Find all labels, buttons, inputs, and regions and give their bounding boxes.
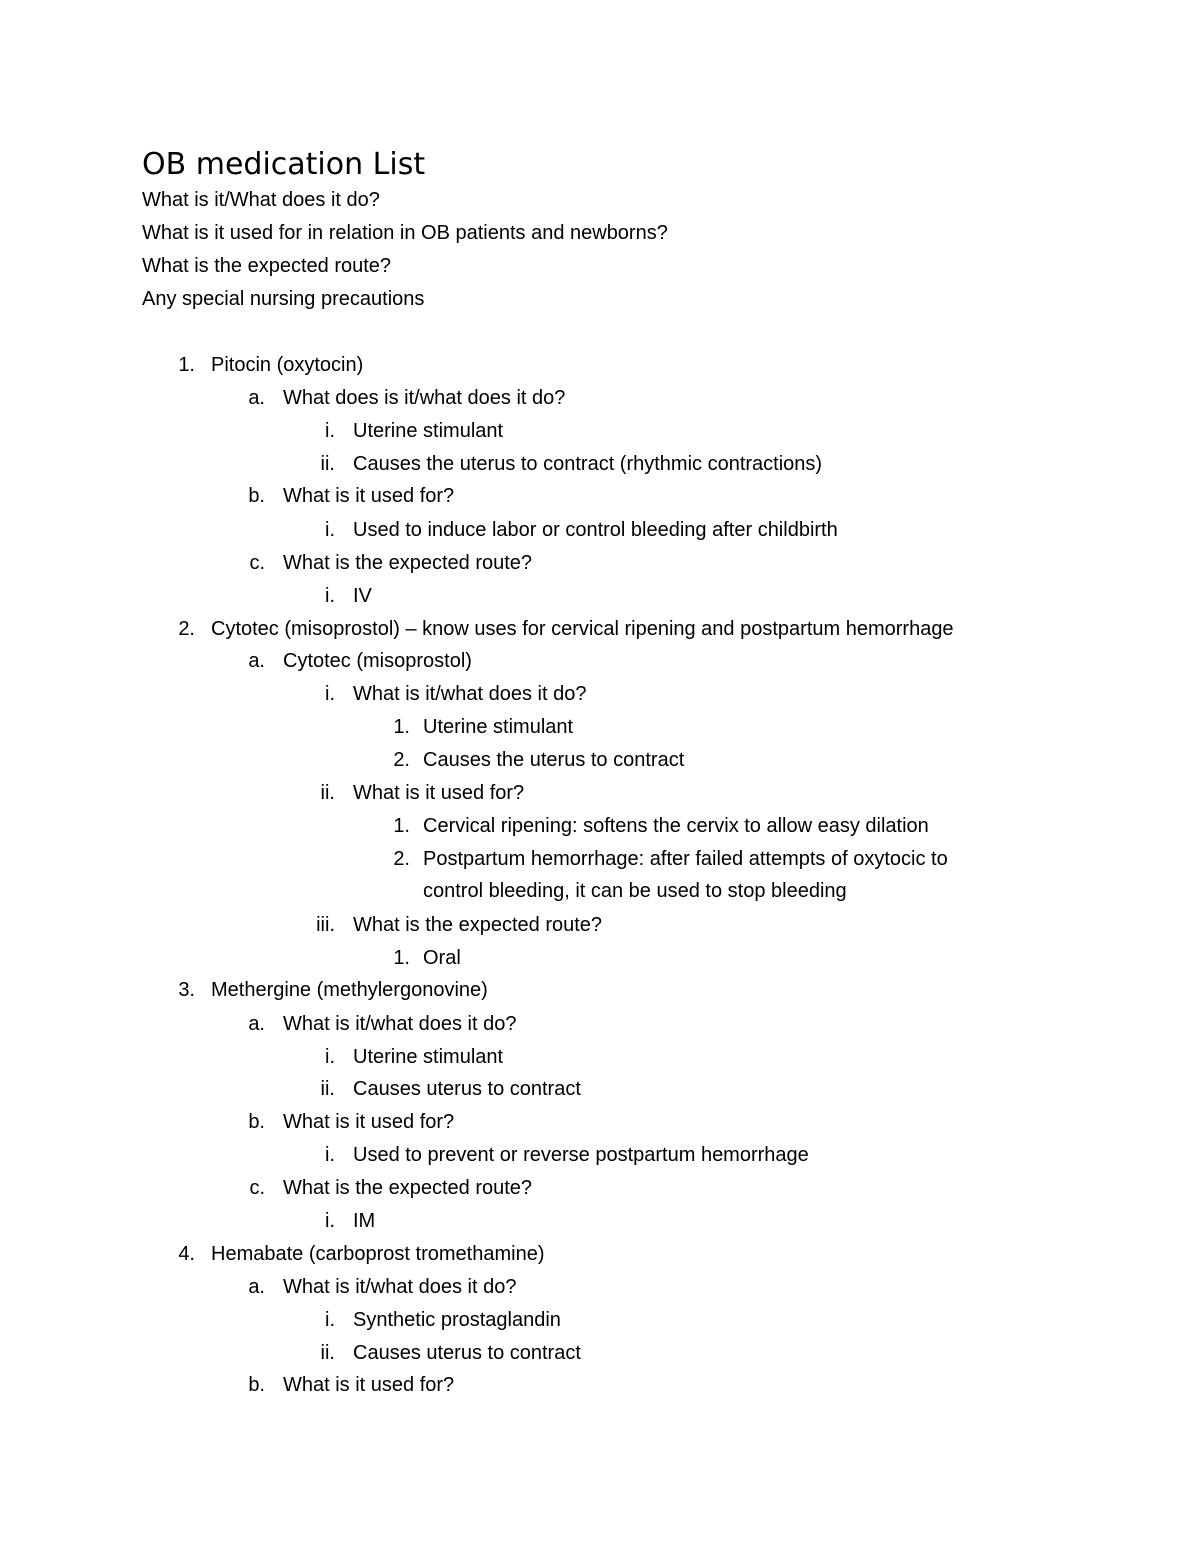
list-item: What is it/what does it do? bbox=[353, 683, 587, 705]
list-marker: 2. bbox=[393, 848, 410, 870]
page-title: OB medication List bbox=[142, 147, 426, 182]
medication-heading: Methergine (methylergonovine) bbox=[211, 979, 488, 1001]
list-marker: a. bbox=[248, 650, 265, 672]
list-item: What is it used for? bbox=[283, 1374, 455, 1396]
list-marker: b. bbox=[248, 1374, 265, 1396]
list-item: What is it used for? bbox=[283, 485, 455, 507]
list-item: What does is it/what does it do? bbox=[283, 387, 566, 409]
list-marker: i. bbox=[325, 585, 335, 607]
intro-line-2: What is it used for in relation in OB patients and newborns? bbox=[142, 222, 668, 244]
list-item: Uterine stimulant bbox=[423, 716, 574, 738]
intro-line-4: Any special nursing precautions bbox=[142, 288, 425, 310]
list-item: IV bbox=[353, 585, 372, 607]
list-marker: i. bbox=[325, 420, 335, 442]
list-marker: 4. bbox=[178, 1243, 195, 1265]
list-item: What is the expected route? bbox=[283, 1177, 533, 1199]
list-item: Uterine stimulant bbox=[353, 420, 504, 442]
list-item-continuation: control bleeding, it can be used to stop bleeding bbox=[423, 880, 847, 902]
list-item: Oral bbox=[423, 947, 461, 969]
list-marker: b. bbox=[248, 1111, 265, 1133]
list-item: Used to induce labor or control bleeding after childbirth bbox=[353, 519, 838, 541]
list-marker: ii. bbox=[320, 782, 335, 804]
intro-line-1: What is it/What does it do? bbox=[142, 189, 380, 211]
medication-heading: Hemabate (carboprost tromethamine) bbox=[211, 1243, 545, 1265]
intro-line-3: What is the expected route? bbox=[142, 255, 392, 277]
list-item: IM bbox=[353, 1210, 376, 1232]
list-item: Postpartum hemorrhage: after failed attempts of oxytocic to bbox=[423, 848, 948, 870]
list-marker: ii. bbox=[320, 1342, 335, 1364]
list-marker: b. bbox=[248, 485, 265, 507]
list-marker: i. bbox=[325, 1210, 335, 1232]
list-item: Cytotec (misoprostol) bbox=[283, 650, 472, 672]
list-marker: 2. bbox=[393, 749, 410, 771]
list-item: Synthetic prostaglandin bbox=[353, 1309, 561, 1331]
medication-heading: Pitocin (oxytocin) bbox=[211, 354, 364, 376]
list-marker: ii. bbox=[320, 453, 335, 475]
list-marker: 2. bbox=[178, 618, 195, 640]
list-marker: i. bbox=[325, 519, 335, 541]
list-marker: i. bbox=[325, 683, 335, 705]
list-item: Causes the uterus to contract (rhythmic contractions) bbox=[353, 453, 823, 475]
list-item: What is it used for? bbox=[283, 1111, 455, 1133]
list-marker: a. bbox=[248, 1013, 265, 1035]
list-marker: i. bbox=[325, 1309, 335, 1331]
list-marker: 1. bbox=[393, 716, 410, 738]
list-item: What is it/what does it do? bbox=[283, 1276, 517, 1298]
list-item: Uterine stimulant bbox=[353, 1046, 504, 1068]
list-marker: i. bbox=[325, 1144, 335, 1166]
list-marker: 1. bbox=[393, 815, 410, 837]
list-item: What is it/what does it do? bbox=[283, 1013, 517, 1035]
list-marker: iii. bbox=[316, 914, 335, 936]
list-item: Causes uterus to contract bbox=[353, 1078, 581, 1100]
list-marker: 1. bbox=[178, 354, 195, 376]
list-item: Used to prevent or reverse postpartum hemorrhage bbox=[353, 1144, 809, 1166]
medication-heading: Cytotec (misoprostol) – know uses for cervical ripening and postpartum hemorrhage bbox=[211, 618, 954, 640]
list-item: Cervical ripening: softens the cervix to allow easy dilation bbox=[423, 815, 929, 837]
list-marker: i. bbox=[325, 1046, 335, 1068]
list-item: Causes uterus to contract bbox=[353, 1342, 581, 1364]
list-item: What is the expected route? bbox=[283, 552, 533, 574]
list-marker: 1. bbox=[393, 947, 410, 969]
list-marker: ii. bbox=[320, 1078, 335, 1100]
list-item: What is the expected route? bbox=[353, 914, 603, 936]
list-marker: c. bbox=[249, 1177, 265, 1199]
list-item: What is it used for? bbox=[353, 782, 525, 804]
list-marker: 3. bbox=[178, 979, 195, 1001]
list-item: Causes the uterus to contract bbox=[423, 749, 685, 771]
list-marker: a. bbox=[248, 1276, 265, 1298]
list-marker: a. bbox=[248, 387, 265, 409]
list-marker: c. bbox=[249, 552, 265, 574]
